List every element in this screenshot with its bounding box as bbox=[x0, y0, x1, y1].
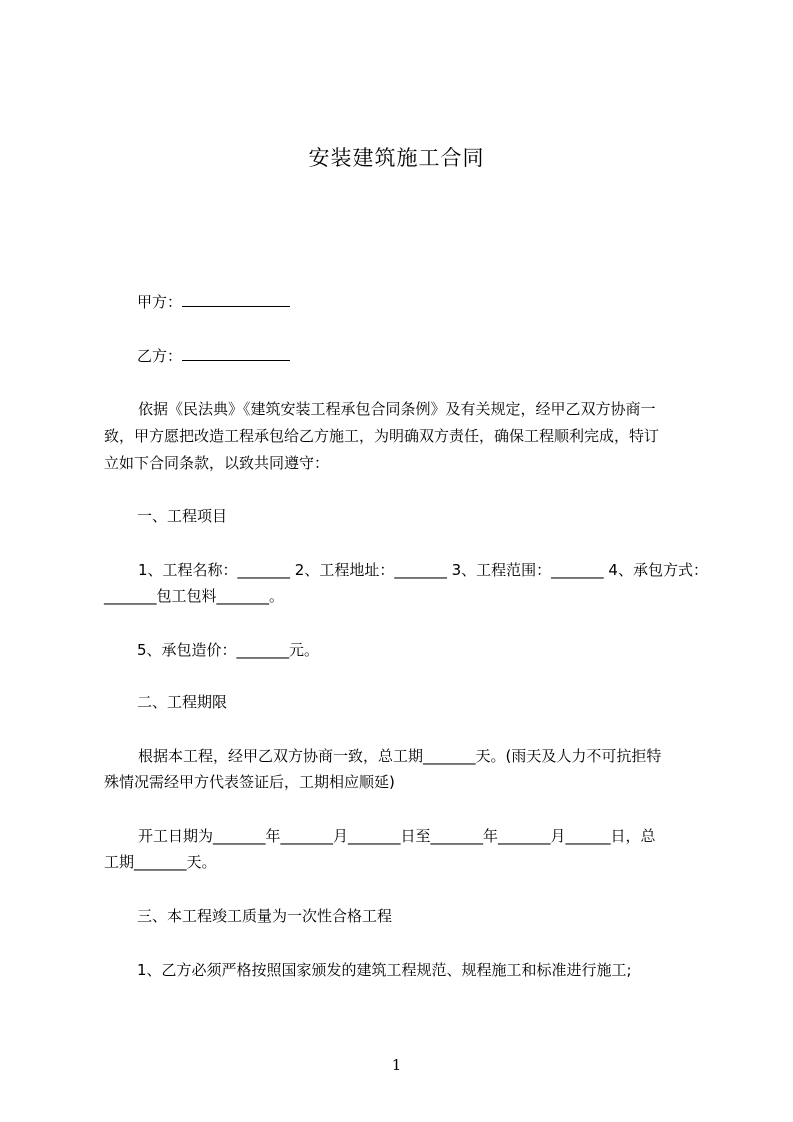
intro-line-1: 依据《民法典》《建筑安装工程承包合同条例》及有关规定，经甲乙双方协商一 bbox=[138, 400, 656, 418]
party-b-label: 乙方： bbox=[137, 347, 183, 365]
section-2-heading: 二、工程期限 bbox=[137, 693, 228, 711]
section-1-line-1: 1、工程名称：_______ 2、工程地址：_______ 3、工程范围：_______ 4、承包方式： bbox=[138, 561, 708, 579]
section-2-para-2-line-2: 工期_______天。 bbox=[104, 853, 217, 871]
section-1-heading: 一、工程项目 bbox=[137, 507, 228, 525]
page-number: 1 bbox=[391, 1056, 402, 1074]
intro-line-3: 立如下合同条款，以致共同遵守： bbox=[104, 454, 330, 472]
section-2-para-1-line-1: 根据本工程，经甲乙双方协商一致，总工期_______天。(雨天及人力不可抗拒特 bbox=[138, 747, 662, 765]
section-3-item-1: 1、乙方必须严格按照国家颁发的建筑工程规范、规程施工和标准进行施工; bbox=[137, 961, 632, 979]
section-2-para-2-line-1: 开工日期为_______年_______月_______日至_______年_______月______日，总 bbox=[138, 827, 656, 845]
section-1-line-3: 5、承包造价：_______元。 bbox=[137, 641, 320, 659]
section-2-para-1-line-2: 殊情况需经甲方代表签证后，工期相应顺延) bbox=[104, 773, 395, 791]
page-title: 安装建筑施工合同 bbox=[308, 146, 485, 170]
party-a-line bbox=[137, 291, 290, 312]
section-1-line-2: _______包工包料_______。 bbox=[104, 587, 285, 605]
party-a-label: 甲方： bbox=[137, 293, 183, 311]
section-3-heading: 三、本工程竣工质量为一次性合格工程 bbox=[137, 907, 393, 925]
party-a-blank bbox=[182, 291, 290, 307]
party-b-blank bbox=[182, 345, 290, 361]
intro-line-2: 致，甲方愿把改造工程承包给乙方施工，为明确双方责任，确保工程顺利完成，特订 bbox=[104, 427, 660, 445]
party-b-line bbox=[137, 345, 290, 366]
